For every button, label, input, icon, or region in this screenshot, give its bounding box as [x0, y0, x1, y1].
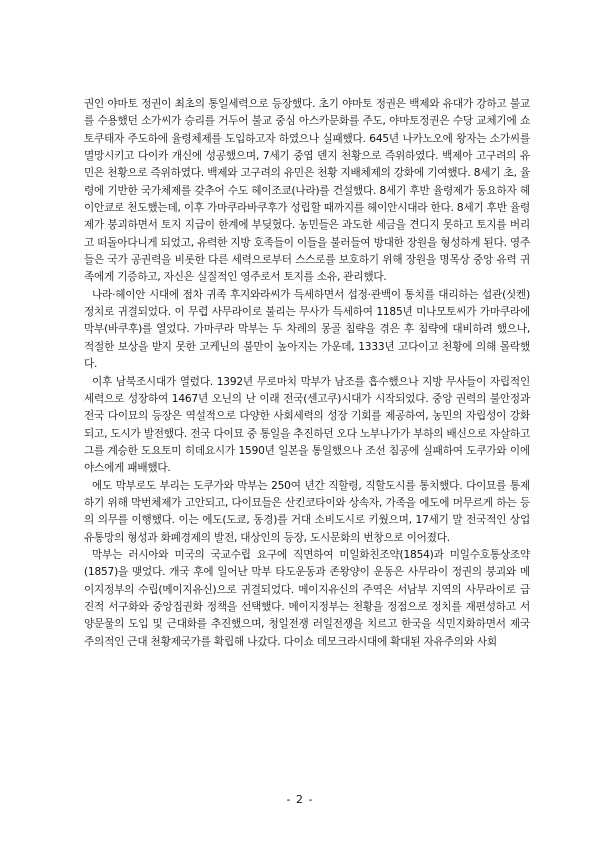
paragraph-3: 이후 남북조시대가 열렸다. 1392년 무로마치 막부가 남조를 흡수했으나 지방 무사들이 자립적인 세력으로 성장하여 1467년 오닌의 난 이래 전국(센고쿠)시대가 시작되었다. 중앙 권력의 불안정과 전국 다이묘의 등장은 역설적으로 다양한 사회세력의 성장 기회를 제공하여, 농민의 자립성이 강화되고, 도시가 발전했다. 전국 다이묘 중 통일을 추진하던 오다 노부나가가 부하의 배신으로 자살하고 그를 계승한 도요토미 히데요시가 1590년 일본을 통일했으나 조선 침공에 실패하여 도쿠가와 이에야스에게 패배했다.: [84, 375, 530, 475]
paragraph-2: 나라·헤이안 시대에 점차 귀족 후지와라씨가 득세하면서 섭정·관백이 통치를 대리하는 섭관(싯켄) 정치로 귀결되었다. 이 무렵 사무라이로 불리는 무사가 득세하여 1185년 미나모토씨가 가마쿠라에 막부(바쿠후)를 열었다. 가마쿠라 막부는 두 차례의 몽골 침략을 겪은 후 침략에 대비하려 했으나, 적절한 보상을 받지 못한 고케닌의 불만이 높아지는 가운데, 1333년 고다이고 천황에 의해 몰락했다.: [84, 288, 530, 371]
document-body: [84, 96, 530, 651]
paragraph-4: 에도 막부로도 부리는 도쿠가와 막부는 250여 년간 직할령, 직할도시를 통치했다. 다이묘를 통제하기 위해 막번체제가 고안되고, 다이묘들은 산킨코타이와 상속자, 가족을 에도에 머무르게 하는 등의 의무를 이행했다. 이는 에도(도쿄, 동경)를 거대 소비도시로 키웠으며, 17세기 말 전국적인 상업유통망의 형성과 화폐경제의 발전, 대상인의 등장, 도시문화의 번창으로 이어졌다.: [84, 479, 530, 544]
paragraph-5: 막부는 러시아와 미국의 국교수립 요구에 직면하여 미일화친조약(1854)과 미일수호통상조약(1857)을 맺었다. 개국 후에 일어난 막부 타도운동과 존왕양이 운동은 사무라이 정권의 붕괴와 메이지정부의 수립(메이지유신)으로 귀결되었다. 메이지유신의 주역은 서남부 지역의 사무라이로 급진적 서구화와 중앙집권화 정책을 선택했다. 메이지정부는 천황을 정점으로 정치를 재편성하고 서양문물의 도입 및 근대화를 추진했으며, 청일전쟁 러일전쟁을 치르고 한국을 식민지화하면서 제국주의적인 근대 천황제국가를 확립해 나갔다. 다이쇼 데모크라시대에 확대된 자유주의와 사회: [84, 548, 530, 648]
page-number: - 2 -: [286, 793, 314, 806]
paragraph-1: 권인 야마토 정권이 최초의 통일세력으로 등장했다. 초기 야마토 정권은 백제와 유대가 강하고 불교를 수용했던 소가씨가 승리를 거두어 불교 중심 아스카문화를 주도, 야마토정권은 수당 교체기에 쇼토쿠태자 주도하에 율령체제를 도입하고자 하였으나 실패했다. 645년 나카노오에 왕자는 소가씨를 멸망시키고 다이카 개신에 성공했으며, 7세기 중엽 덴지 천황으로 즉위하였다. 백제아 고구려의 유민은 천황으로 즉위하였다. 백제와 고구려의 유민은 천황 지배체제의 강화에 기여했다. 8세기 초, 율령에 기반한 국가체제를 갖추어 수도 헤이조쿄(나라)를 건설했다. 8세기 후반 율령제가 동요하자 헤이안쿄로 천도했는데, 이후 가마쿠라바쿠후가 성립할 때까지를 헤이안시대라 한다. 8세기 후반 율령제가 붕괴하면서 토지 지급이 한계에 부딪혔다. 농민들은 과도한 세금을 견디지 못하고 토지를 버리고 떠돌아다니게 되었고, 유력한 지방 호족들이 이들을 불러들여 방대한 장원을 형성하게 된다. 영주들은 국가 공권력을 비롯한 다른 세력으로부터 스스로를 보호하기 위해 장원을 명목상 중앙 유력 귀족에게 기증하고, 자신은 실질적인 영주로서 토지를 소유, 관리했다.: [84, 98, 530, 284]
